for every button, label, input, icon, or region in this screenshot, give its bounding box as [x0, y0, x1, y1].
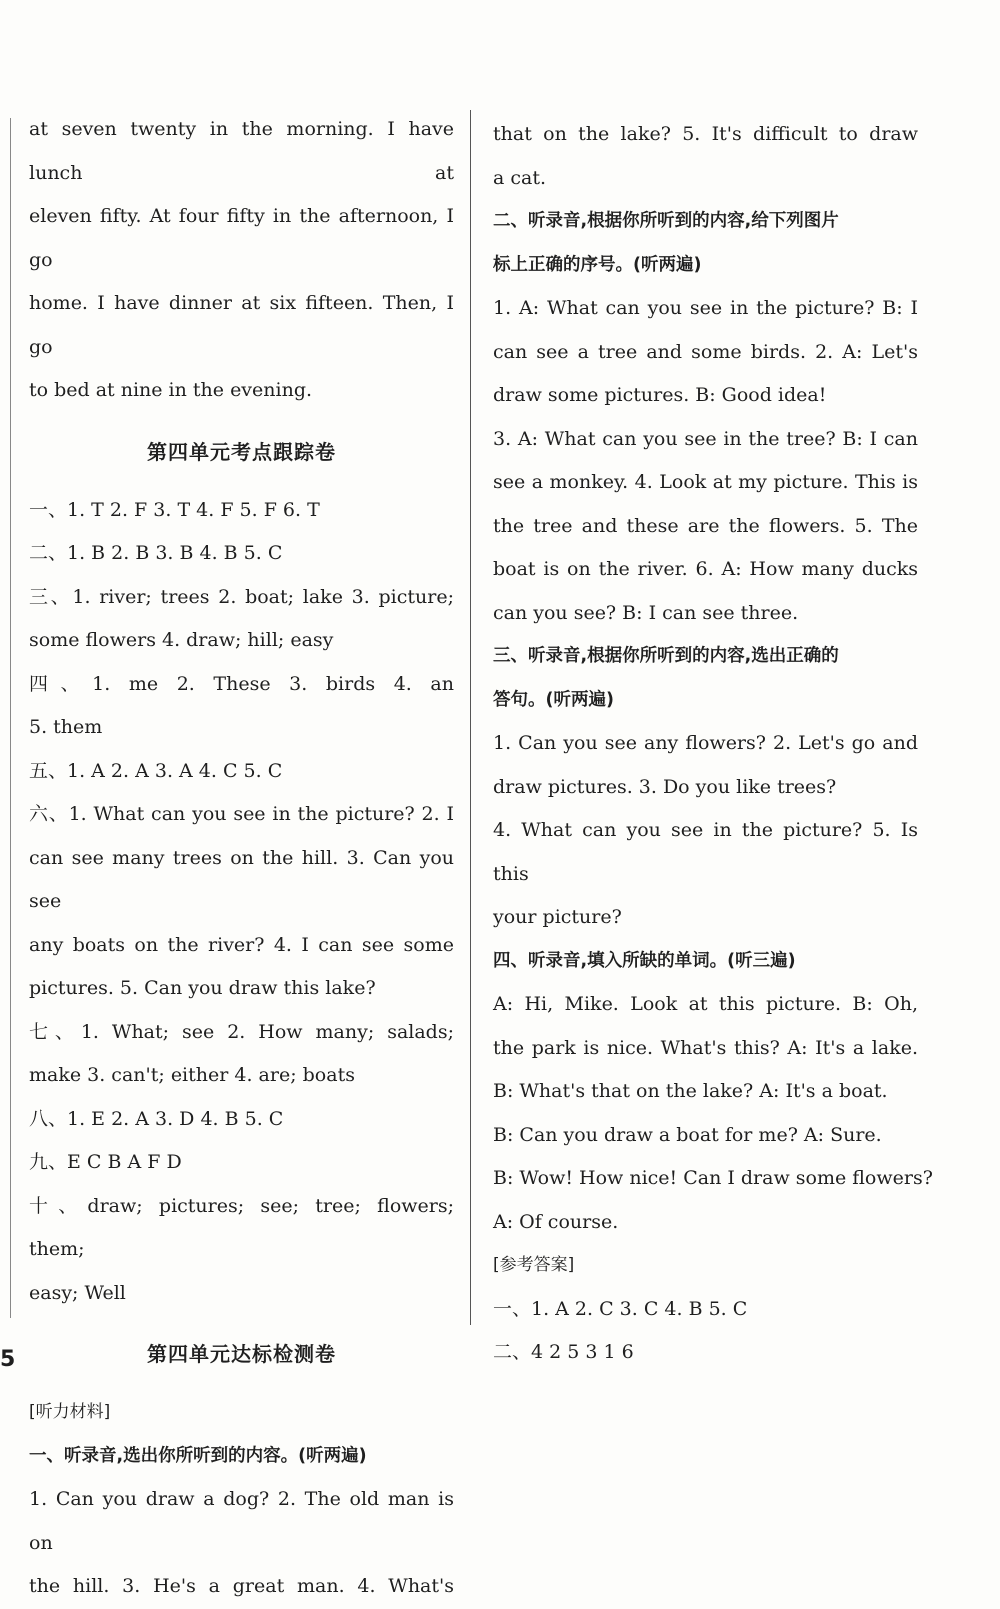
answer-line: pictures. 5. Can you draw this lake? [29, 977, 376, 999]
answer-line: some flowers 4. draw; hill; easy [29, 629, 334, 651]
transcript-line: see a monkey. 4. Look at my picture. This is [493, 471, 918, 493]
answer-line: can see many trees on the hill. 3. Can you see [29, 846, 454, 912]
intro-line: eleven fifty. At four fifty in the afternoon, I go [29, 205, 454, 271]
answer-line: make 3. can't; either 4. are; boats [29, 1064, 355, 1086]
intro-line: home. I have dinner at six fifteen. Then, I go [29, 292, 454, 358]
check-test-title: 第四单元达标检测卷 [147, 1342, 336, 1366]
answer-line: 十、draw; pictures; see; tree; flowers; them; [29, 1194, 454, 1260]
answer-line: 一、1. T 2. F 3. T 4. F 5. F 6. T [29, 498, 320, 521]
transcript-line: a cat. [493, 166, 547, 189]
transcript-line: B: Wow! How nice! Can I draw some flowers? [493, 1167, 933, 1189]
transcript-line: that on the lake? 5. It's difficult to draw [493, 123, 918, 145]
transcript-line: A: Of course. [493, 1210, 619, 1233]
transcript-line: 1. Can you draw a dog? 2. The old man is on [29, 1488, 454, 1554]
answer-line: 六、1. What can you see in the picture? 2. I [29, 803, 454, 825]
answer-line: 八、1. E 2. A 3. D 4. B 5. C [29, 1107, 284, 1130]
transcript-line: the tree and these are the flowers. 5. The [493, 514, 918, 537]
transcript-line: B: What's that on the lake? A: It's a boat. [493, 1080, 888, 1102]
answer-line: 四、1. me 2. These 3. birds 4. an [29, 672, 454, 695]
answer-line: 五、1. A 2. A 3. A 4. C 5. C [29, 759, 283, 782]
listening-label: [听力材料] [29, 1402, 111, 1422]
section-heading: 答句。(听两遍) [493, 689, 614, 710]
transcript-line: boat is on the river. 6. A: How many ducks [493, 558, 918, 580]
answer-line: 九、E C B A F D [29, 1151, 182, 1173]
intro-line: to bed at nine in the evening. [29, 379, 313, 401]
answer-line: any boats on the river? 4. I can see some [29, 933, 454, 956]
answer-line: easy; Well [29, 1281, 126, 1304]
page-number: 5 [0, 1347, 16, 1372]
intro-line: at seven twenty in the morning. I have lunch at [29, 118, 454, 184]
answer-line: 一、1. A 2. C 3. C 4. B 5. C [493, 1297, 748, 1320]
section-heading: 一、听录音,选出你所听到的内容。(听两遍) [29, 1445, 367, 1466]
transcript-line: B: Can you draw a boat for me? A: Sure. [493, 1123, 882, 1146]
answer-line: 5. them [29, 716, 103, 738]
transcript-line: your picture? [493, 906, 622, 928]
transcript-line: 4. What can you see in the picture? 5. Is this [493, 819, 918, 885]
answer-line: 七、1. What; see 2. How many; salads; [29, 1020, 454, 1043]
column-divider [470, 110, 471, 1325]
transcript-line: A: Hi, Mike. Look at this picture. B: Oh, [493, 993, 918, 1015]
right-column [493, 113, 933, 1375]
transcript-line: draw pictures. 3. Do you like trees? [493, 775, 837, 798]
left-column [29, 108, 454, 1609]
answer-line: 二、1. B 2. B 3. B 4. B 5. C [29, 542, 283, 564]
section-heading: 三、听录音,根据你所听到的内容,选出正确的 [493, 646, 839, 666]
transcript-line: the hill. 3. He's a great man. 4. What's [29, 1575, 454, 1597]
section-heading: 标上正确的序号。(听两遍) [493, 254, 702, 275]
transcript-line: can you see? B: I can see three. [493, 601, 799, 624]
transcript-line: the park is nice. What's this? A: It's a lake. [493, 1036, 918, 1059]
section-heading: 四、听录音,填入所缺的单词。(听三遍) [493, 950, 796, 971]
section-heading: 二、听录音,根据你所听到的内容,给下列图片 [493, 211, 839, 231]
transcript-line: can see a tree and some birds. 2. A: Let's [493, 340, 918, 363]
transcript-line: 1. Can you see any flowers? 2. Let's go and [493, 732, 918, 754]
unit-test-title: 第四单元考点跟踪卷 [147, 439, 336, 464]
transcript-line: 3. A: What can you see in the tree? B: I can [493, 427, 918, 450]
transcript-line: draw some pictures. B: Good idea! [493, 384, 827, 406]
transcript-line: 1. A: What can you see in the picture? B: I [493, 297, 918, 319]
answers-label: [参考答案] [493, 1255, 575, 1275]
answer-line: 三、1. river; trees 2. boat; lake 3. picture; [29, 585, 454, 608]
answer-line: 二、4 2 5 3 1 6 [493, 1341, 634, 1363]
margin-line [10, 118, 11, 1318]
